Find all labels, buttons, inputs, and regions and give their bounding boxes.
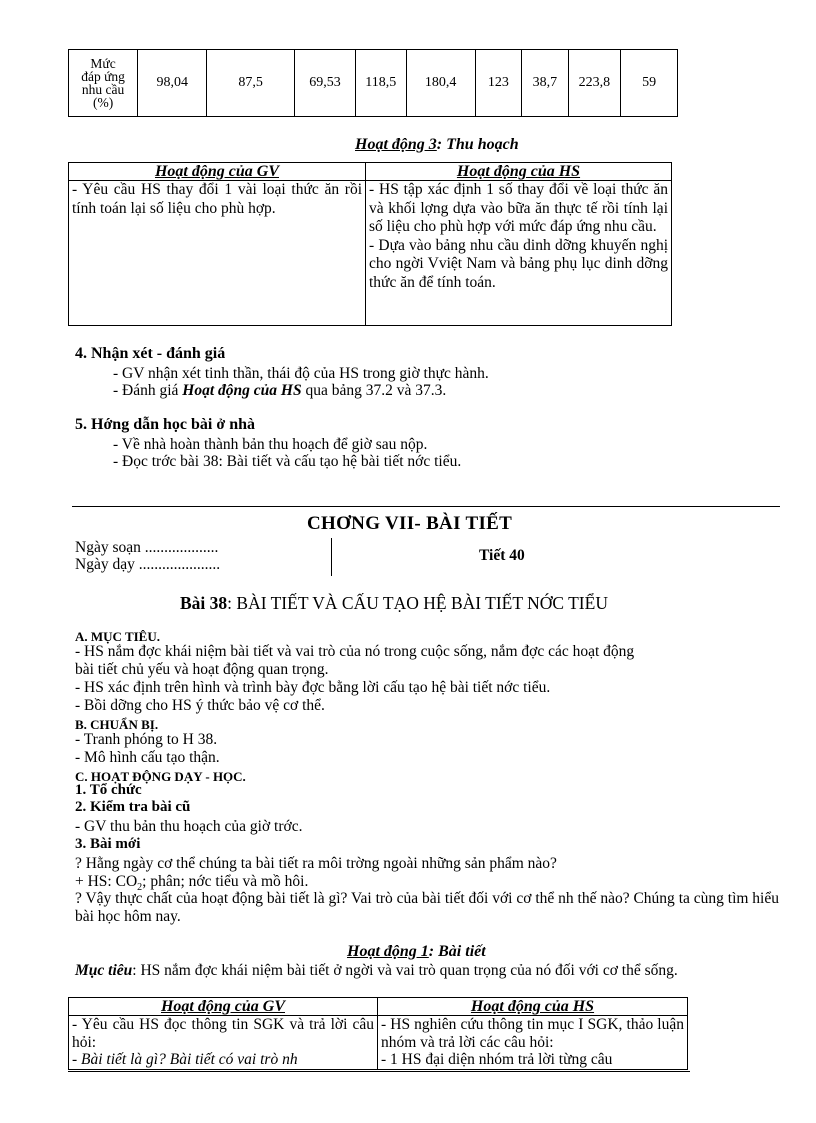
- part-c-l2: - GV thu bản thu hoạch của giờ trớc.: [75, 818, 303, 835]
- hs-cell: - HS tập xác định 1 số thay đổi về loại thức ăn và khối lợng dựa vào bữa ăn thực tế rồi tính lại số liệu cho phù hợp với mức đáp ứng nhu cầu. - Dựa vào bảng nhu cầu dinh dỡng khuyến nghị cho ngời Vviệt Nam và bảng phụ lục dinh dỡng thức ăn để tính toán.: [366, 181, 672, 326]
- hs-cell: - HS nghiên cứu thông tin mục I SGK, thảo luận nhóm và trả lời các câu hỏi: - 1 HS đại diện nhóm trả lời từng câu: [378, 1016, 688, 1070]
- divider: [72, 506, 780, 507]
- table-row: [69, 1016, 688, 1070]
- table-cell: 223,8: [568, 50, 621, 117]
- part-a-line2: bài tiết chủ yếu và hoạt động quan trọng.: [75, 661, 329, 678]
- part-c-h2: 2. Kiểm tra bài cũ: [75, 799, 191, 815]
- table-row: [69, 50, 678, 117]
- activity3-title: Hoạt động 3: Thu hoạch: [355, 136, 519, 153]
- lesson-title: Bài 38: BÀI TIẾT VÀ CẤU TẠO HỆ BÀI TIẾT NỚC TIỂU: [180, 593, 608, 613]
- part-c-h1: 1. Tổ chức: [75, 782, 142, 798]
- gv-cell: - Yêu cầu HS đọc thông tin SGK và trả lời câu hỏi: - Bài tiết là gì? Bài tiết có vai trò nh: [69, 1016, 378, 1070]
- col-hs-header: Hoạt động của HS: [378, 998, 688, 1016]
- answer-1: + HS: $CO_2$; phân; nớc tiểu và mồ hôi.: [75, 873, 309, 894]
- part-b-line2: - Mô hình cấu tạo thận.: [75, 749, 220, 766]
- table-cell: 180,4: [406, 50, 475, 117]
- col-gv-header: Hoạt động của GV: [69, 998, 378, 1016]
- table-cell: 87,5: [207, 50, 295, 117]
- part-b-line1: - Tranh phóng to H 38.: [75, 731, 218, 748]
- section5-line2: - Đọc trớc bài 38: Bài tiết và cấu tạo hệ bài tiết nớc tiểu.: [113, 453, 462, 470]
- date-compose: Ngày soạn ...................: [75, 539, 219, 556]
- part-a-line3: - HS xác định trên hình và trình bày đợc bằng lời cấu tạo hệ bài tiết nớc tiểu.: [75, 679, 551, 696]
- part-b-heading: B. CHUẨN BỊ.: [75, 717, 159, 732]
- row-label-cell: Mức đáp ứng nhu cầu (%): [69, 50, 138, 117]
- activity3-table: [68, 162, 672, 326]
- table-row: [69, 181, 672, 326]
- question-2: ? Vậy thực chất của hoạt động bài tiết là gì? Vai trò của bài tiết đối với cơ thể nh thế nào? Chúng ta cùng tìm hiểu bài học hôm nay.: [75, 890, 779, 925]
- table-cell: 98,04: [138, 50, 207, 117]
- col-gv-header: Hoạt động của GV: [69, 163, 366, 181]
- gv-cell: - Yêu cầu HS thay đổi 1 vài loại thức ăn rồi tính toán lại số liệu cho phù hợp.: [69, 181, 366, 326]
- part-a-heading: A. MỤC TIÊU.: [75, 629, 160, 644]
- section5-line1: - Về nhà hoàn thành bản thu hoạch để giờ sau nộp.: [113, 436, 428, 453]
- part-a-line1: - HS nắm đợc khái niệm bài tiết và vai trò của nó trong cuộc sống, nắm đợc các hoạt động: [75, 643, 635, 660]
- date-teach: Ngày dạy .....................: [75, 556, 221, 573]
- nutrition-table: [68, 49, 678, 117]
- activity1-goal: Mục tiêu: HS nắm đợc khái niệm bài tiết ở ngời và vai trò quan trọng của nó đối với cơ thể sống.: [75, 962, 678, 979]
- section4-line2: - Đánh giá Hoạt động của HS qua bảng 37.2 và 37.3.: [113, 382, 447, 399]
- section4-line1: - GV nhận xét tinh thần, thái độ của HS trong giờ thực hành.: [113, 365, 489, 382]
- table-header-row: [69, 163, 672, 181]
- part-c-h3: 3. Bài mới: [75, 836, 141, 852]
- part-c-heading: C. HOẠT ĐỘNG DẠY - HỌC.: [75, 769, 246, 784]
- table-cell: 59: [621, 50, 678, 117]
- table-cell: 69,53: [295, 50, 356, 117]
- col-hs-header: Hoạt động của HS: [366, 163, 672, 181]
- question-1: ? Hằng ngày cơ thể chúng ta bài tiết ra môi trờng ngoài những sản phẩm nào?: [75, 855, 557, 872]
- table-cell: 123: [475, 50, 521, 117]
- section5-heading: 5. Hớng dẫn học bài ở nhà: [75, 416, 255, 433]
- vertical-separator: [331, 538, 332, 576]
- activity1-table-clip: [68, 997, 690, 1072]
- period-label: Tiết 40: [479, 547, 525, 564]
- table-cell: 118,5: [355, 50, 406, 117]
- section4-heading: 4. Nhận xét - đánh giá: [75, 345, 226, 362]
- activity1-title: Hoạt động 1: Bài tiết: [347, 943, 486, 960]
- table-cell: 38,7: [522, 50, 568, 117]
- chapter-title: CHƠNG VII- BÀI TIẾT: [307, 513, 513, 534]
- table-header-row: [69, 998, 688, 1016]
- activity1-table: [68, 997, 688, 1070]
- part-a-line4: - Bồi dỡng cho HS ý thức bảo vệ cơ thể.: [75, 697, 325, 714]
